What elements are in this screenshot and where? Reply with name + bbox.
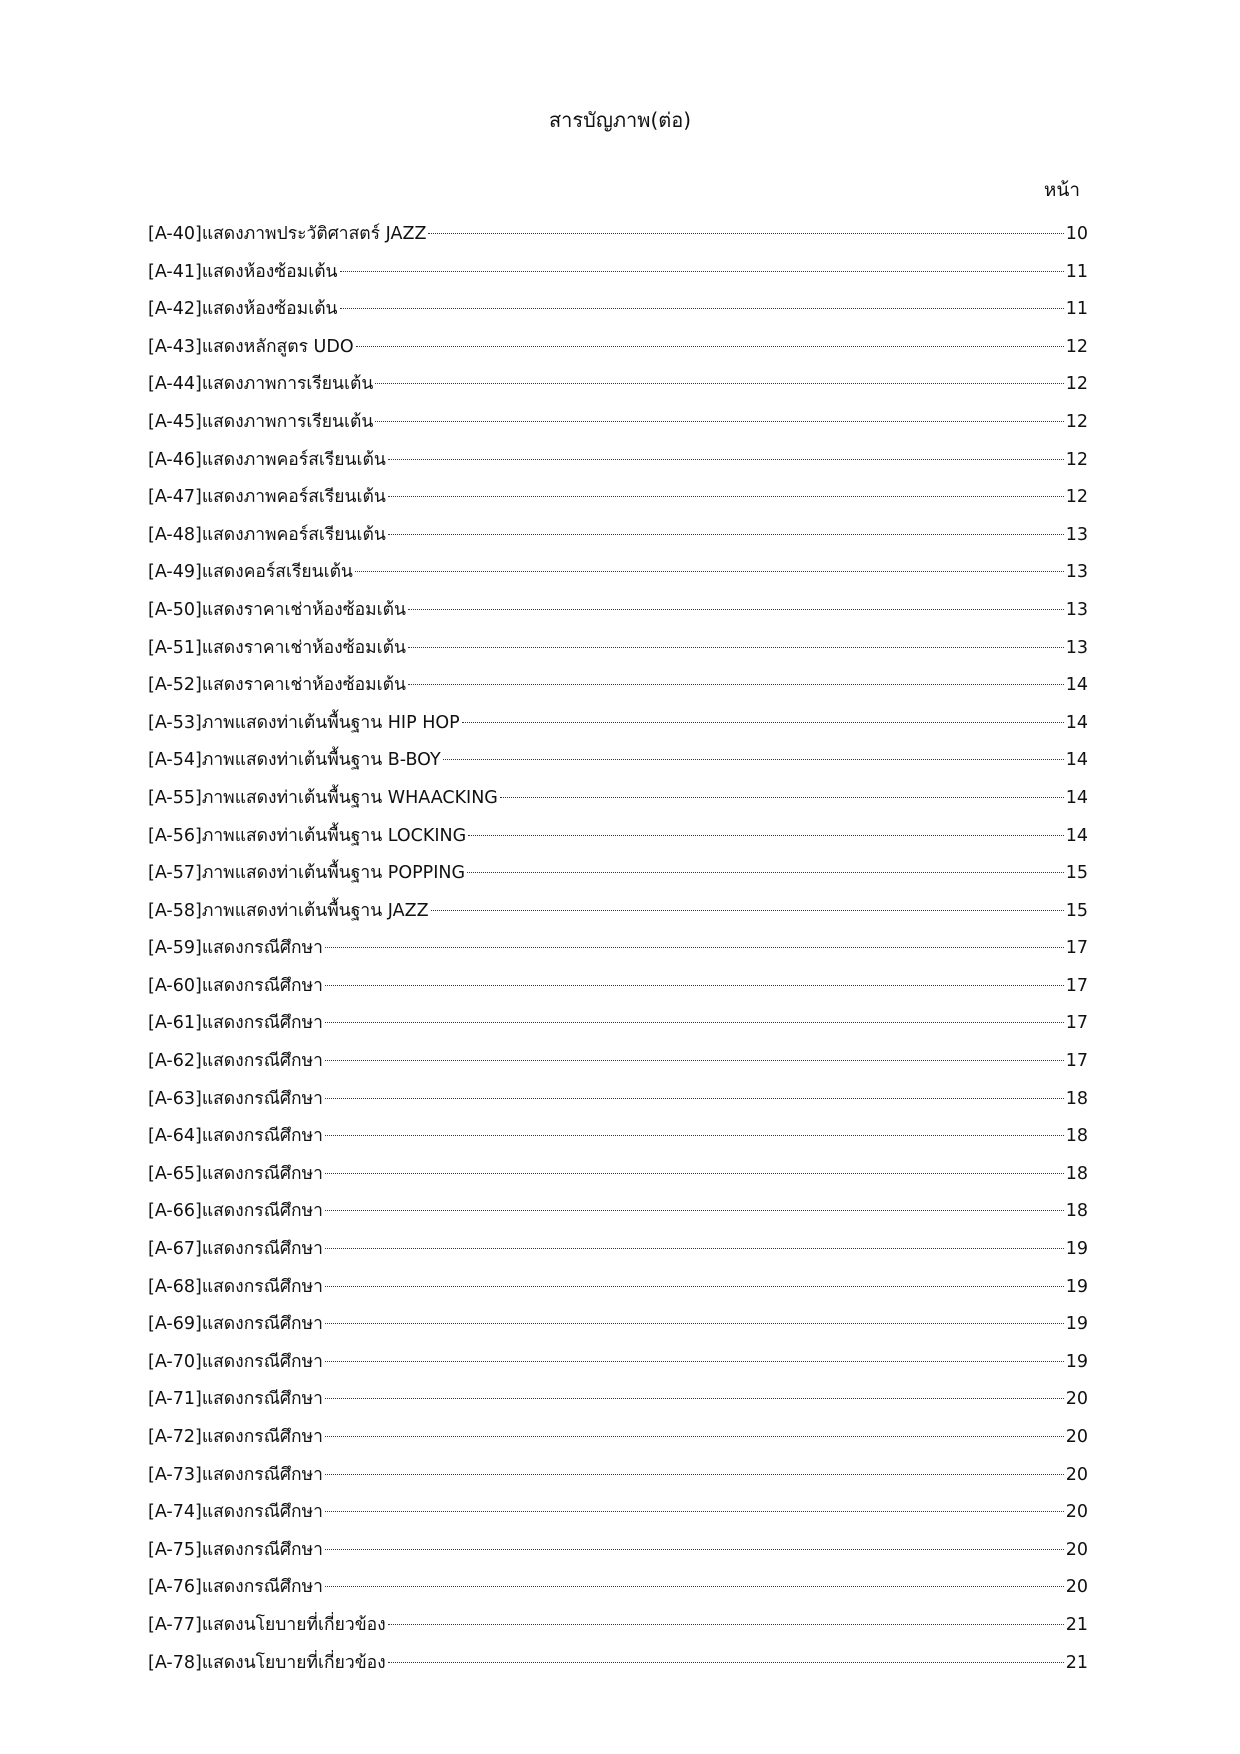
toc-entry[interactable] <box>148 334 1088 372</box>
toc-entry-label: [A-68]แสดงกรณีศึกษา <box>148 1276 323 1297</box>
toc-entry-label: [A-67]แสดงกรณีศึกษา <box>148 1239 323 1260</box>
toc-entry-page: 20 <box>1065 1502 1088 1523</box>
dot-leader <box>462 722 1064 723</box>
dot-leader <box>325 1436 1064 1437</box>
toc-entry-page: 20 <box>1065 1577 1088 1598</box>
toc-entry-page: 18 <box>1065 1163 1088 1184</box>
toc-entry[interactable] <box>148 371 1088 409</box>
toc-entry-label: [A-75]แสดงกรณีศึกษา <box>148 1539 323 1560</box>
toc-entry-label: [A-63]แสดงกรณีศึกษา <box>148 1088 323 1109</box>
toc-entry-page: 12 <box>1065 336 1088 357</box>
dot-leader <box>325 1022 1064 1023</box>
toc-entry-label: [A-53]ภาพแสดงท่าเต้นพื้นฐาน HIP HOP <box>148 712 460 733</box>
toc-entry-page: 21 <box>1065 1614 1088 1635</box>
toc-entry-label: [A-74]แสดงกรณีศึกษา <box>148 1502 323 1523</box>
toc-entry-page: 17 <box>1065 1051 1088 1072</box>
toc-entry-label: [A-58]ภาพแสดงท่าเต้นพื้นฐาน JAZZ <box>148 900 429 921</box>
dot-leader <box>355 571 1064 572</box>
toc-entry-label: [A-43]แสดงหลักสูตร UDO <box>148 336 354 357</box>
page-title: สารบัญภาพ(ต่อ) <box>548 108 692 132</box>
dot-leader <box>388 496 1064 497</box>
dot-leader <box>375 421 1063 422</box>
dot-leader <box>340 271 1064 272</box>
dot-leader <box>325 947 1064 948</box>
toc-entry[interactable] <box>148 1086 1088 1124</box>
toc-entry-page: 20 <box>1065 1389 1088 1410</box>
dot-leader <box>325 1135 1064 1136</box>
toc-entry[interactable] <box>148 785 1088 823</box>
toc-entry-page: 20 <box>1065 1464 1088 1485</box>
toc-entry[interactable] <box>148 1349 1088 1387</box>
toc-entry[interactable] <box>148 259 1088 297</box>
toc-entry-label: [A-55]ภาพแสดงท่าเต้นพื้นฐาน WHAACKING <box>148 787 498 808</box>
toc-entry[interactable] <box>148 935 1088 973</box>
toc-entry[interactable] <box>148 1161 1088 1199</box>
toc-entry-page: 14 <box>1065 825 1088 846</box>
dot-leader <box>325 1361 1064 1362</box>
dot-leader <box>325 1060 1064 1061</box>
toc-entry-label: [A-73]แสดงกรณีศึกษา <box>148 1464 323 1485</box>
toc-entry-page: 13 <box>1065 524 1088 545</box>
toc-entry[interactable] <box>148 296 1088 334</box>
toc-entry[interactable] <box>148 1274 1088 1312</box>
toc-entry-page: 13 <box>1065 637 1088 658</box>
dot-leader <box>325 1474 1064 1475</box>
toc-entry-label: [A-69]แสดงกรณีศึกษา <box>148 1314 323 1335</box>
toc-entry-page: 14 <box>1065 750 1088 771</box>
toc-entry-page: 15 <box>1065 900 1088 921</box>
toc-entry-page: 14 <box>1065 787 1088 808</box>
toc-entry-page: 11 <box>1065 261 1088 282</box>
dot-leader <box>408 609 1064 610</box>
toc-entry[interactable] <box>148 1612 1088 1650</box>
toc-entry[interactable] <box>148 1499 1088 1537</box>
dot-leader <box>408 684 1064 685</box>
toc-entry[interactable] <box>148 747 1088 785</box>
toc-entry-label: [A-45]แสดงภาพการเรียนเต้น <box>148 411 374 432</box>
toc-entry[interactable] <box>148 710 1088 748</box>
toc-entry-label: [A-51]แสดงราคาเช่าห้องซ้อมเต้น <box>148 637 406 658</box>
toc-entry-page: 21 <box>1065 1652 1088 1673</box>
dot-leader <box>388 459 1064 460</box>
toc-entry-label: [A-49]แสดงคอร์สเรียนเต้น <box>148 562 353 583</box>
toc-entry-page: 19 <box>1065 1276 1088 1297</box>
dot-leader <box>388 1662 1064 1663</box>
toc-entry[interactable] <box>148 1386 1088 1424</box>
dot-leader <box>468 835 1064 836</box>
toc-entry-page: 15 <box>1065 863 1088 884</box>
toc-entry[interactable] <box>148 559 1088 597</box>
dot-leader <box>443 759 1064 760</box>
dot-leader <box>500 797 1064 798</box>
toc-entry-page: 12 <box>1065 374 1088 395</box>
toc-entry-label: [A-42]แสดงห้องซ้อมเต้น <box>148 299 338 320</box>
list-of-figures <box>148 221 1088 1687</box>
dot-leader <box>325 1173 1064 1174</box>
dot-leader <box>325 1286 1064 1287</box>
toc-entry-label: [A-40]แสดงภาพประวัติศาสตร์ JAZZ <box>148 224 427 244</box>
toc-entry[interactable] <box>148 522 1088 560</box>
toc-entry-label: [A-54]ภาพแสดงท่าเต้นพื้นฐาน B-BOY <box>148 750 441 771</box>
toc-entry[interactable] <box>148 1198 1088 1236</box>
toc-entry-label: [A-46]แสดงภาพคอร์สเรียนเต้น <box>148 449 386 470</box>
toc-entry[interactable] <box>148 1650 1088 1688</box>
toc-entry[interactable] <box>148 484 1088 522</box>
toc-entry[interactable] <box>148 1424 1088 1462</box>
toc-entry-label: [A-78]แสดงนโยบายที่เกี่ยวข้อง <box>148 1652 386 1673</box>
toc-entry-label: [A-61]แสดงกรณีศึกษา <box>148 1013 323 1034</box>
toc-entry[interactable] <box>148 221 1088 259</box>
toc-entry[interactable] <box>148 1537 1088 1575</box>
toc-entry-page: 19 <box>1065 1314 1088 1335</box>
dot-leader <box>325 1210 1064 1211</box>
toc-entry-page: 13 <box>1065 562 1088 583</box>
toc-entry-page: 19 <box>1065 1351 1088 1372</box>
toc-entry[interactable] <box>148 447 1088 485</box>
toc-entry-label: [A-64]แสดงกรณีศึกษา <box>148 1126 323 1147</box>
toc-entry-page: 14 <box>1065 675 1088 696</box>
dot-leader <box>408 647 1064 648</box>
toc-entry-label: [A-76]แสดงกรณีศึกษา <box>148 1577 323 1598</box>
toc-entry-page: 12 <box>1065 487 1088 508</box>
toc-entry[interactable] <box>148 1010 1088 1048</box>
toc-entry[interactable] <box>148 823 1088 861</box>
dot-leader <box>388 534 1064 535</box>
toc-entry-label: [A-50]แสดงราคาเช่าห้องซ้อมเต้น <box>148 599 406 620</box>
toc-entry-label: [A-70]แสดงกรณีศึกษา <box>148 1351 323 1372</box>
toc-entry[interactable] <box>148 635 1088 673</box>
toc-entry[interactable] <box>148 1123 1088 1161</box>
toc-entry[interactable] <box>148 1311 1088 1349</box>
dot-leader <box>325 985 1064 986</box>
toc-entry[interactable] <box>148 1048 1088 1086</box>
toc-entry-page: 17 <box>1065 975 1088 996</box>
dot-leader <box>325 1098 1064 1099</box>
toc-entry[interactable] <box>148 1462 1088 1500</box>
dot-leader <box>325 1549 1064 1550</box>
toc-entry[interactable] <box>148 409 1088 447</box>
toc-entry-label: [A-56]ภาพแสดงท่าเต้นพื้นฐาน LOCKING <box>148 825 467 846</box>
toc-entry-label: [A-77]แสดงนโยบายที่เกี่ยวข้อง <box>148 1614 386 1635</box>
toc-entry-page: 18 <box>1065 1201 1088 1222</box>
toc-entry-label: [A-62]แสดงกรณีศึกษา <box>148 1051 323 1072</box>
toc-entry-page: 19 <box>1065 1239 1088 1260</box>
toc-entry-label: [A-48]แสดงภาพคอร์สเรียนเต้น <box>148 524 386 545</box>
toc-entry-page: 13 <box>1065 599 1088 620</box>
toc-entry-page: 18 <box>1065 1126 1088 1147</box>
toc-entry[interactable] <box>148 898 1088 936</box>
toc-entry-label: [A-72]แสดงกรณีศึกษา <box>148 1427 323 1447</box>
toc-entry-label: [A-65]แสดงกรณีศึกษา <box>148 1163 323 1184</box>
toc-entry[interactable] <box>148 1574 1088 1612</box>
toc-entry-page: 20 <box>1065 1427 1088 1447</box>
dot-leader <box>375 383 1063 384</box>
dot-leader <box>467 872 1064 873</box>
toc-entry-label: [A-52]แสดงราคาเช่าห้องซ้อมเต้น <box>148 675 406 696</box>
toc-entry-page: 17 <box>1065 1013 1088 1034</box>
toc-entry-label: [A-44]แสดงภาพการเรียนเต้น <box>148 374 374 395</box>
toc-entry[interactable] <box>148 860 1088 898</box>
toc-entry-page: 12 <box>1065 449 1088 470</box>
dot-leader <box>325 1323 1064 1324</box>
toc-entry-label: [A-57]ภาพแสดงท่าเต้นพื้นฐาน POPPING <box>148 863 466 884</box>
toc-entry-label: [A-41]แสดงห้องซ้อมเต้น <box>148 261 338 282</box>
toc-entry-page: 18 <box>1065 1088 1088 1109</box>
toc-entry-page: 17 <box>1065 938 1088 959</box>
dot-leader <box>356 346 1064 347</box>
toc-entry-label: [A-60]แสดงกรณีศึกษา <box>148 975 323 996</box>
toc-entry[interactable] <box>148 973 1088 1011</box>
toc-entry-page: 14 <box>1065 712 1088 733</box>
dot-leader <box>431 910 1064 911</box>
dot-leader <box>325 1586 1064 1587</box>
dot-leader <box>325 1398 1064 1399</box>
dot-leader <box>325 1248 1064 1249</box>
toc-entry-page: 11 <box>1065 299 1088 320</box>
dot-leader <box>388 1624 1064 1625</box>
dot-leader <box>340 308 1064 309</box>
toc-entry-page: 20 <box>1065 1539 1088 1560</box>
toc-entry[interactable] <box>148 672 1088 710</box>
toc-entry[interactable] <box>148 1236 1088 1274</box>
toc-entry-label: [A-59]แสดงกรณีศึกษา <box>148 938 323 959</box>
page-number-column-header: หน้า <box>1043 179 1080 201</box>
toc-entry-page: 10 <box>1065 224 1088 244</box>
toc-entry[interactable] <box>148 597 1088 635</box>
toc-entry-label: [A-66]แสดงกรณีศึกษา <box>148 1201 323 1222</box>
dot-leader <box>428 233 1063 234</box>
toc-entry-label: [A-47]แสดงภาพคอร์สเรียนเต้น <box>148 487 386 508</box>
toc-entry-label: [A-71]แสดงกรณีศึกษา <box>148 1389 323 1410</box>
toc-entry-page: 12 <box>1065 411 1088 432</box>
dot-leader <box>325 1511 1064 1512</box>
